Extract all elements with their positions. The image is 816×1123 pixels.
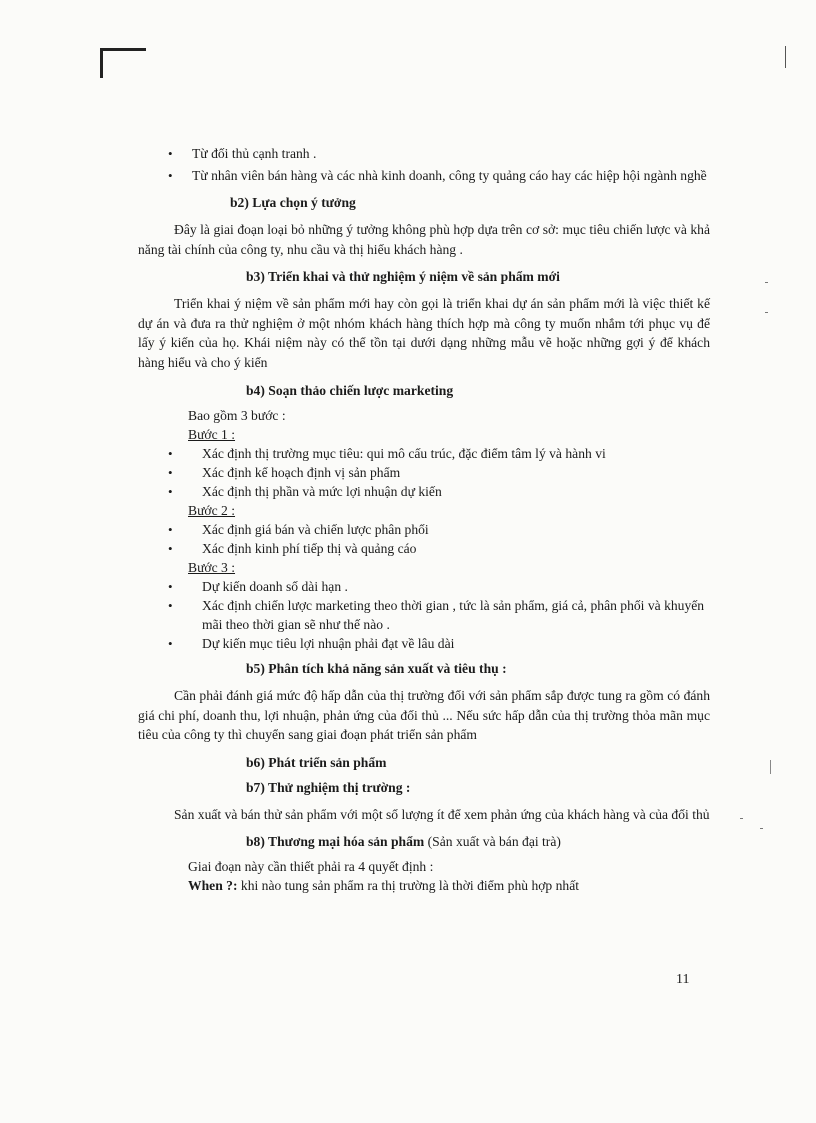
list-item: • Xác định thị phần và mức lợi nhuận dự kiến [150,482,710,501]
decisions-intro: Giai đoạn này cần thiết phải ra 4 quyết định : [188,859,434,874]
section-text-b3: Triển khai ý niệm về sản phẩm mới hay còn gọi là triển khai dự án sản phẩm mới là việc thiết kế dự án và đưa ra thử nghiệm ở một nhóm khách hàng thích hợp mà công ty muốn nhắm tới phục vụ để lấy ý kiến của họ. Khái niệm này có thể tồn tại dưới dạng những mẫu vẽ hoặc những gợi ý để khách hàng hiểu và cho ý kiến [138,296,710,370]
section-heading-note: (Sản xuất và bán đại trà) [427,834,561,849]
scan-speck [765,312,768,313]
scan-corner-mark [100,48,103,78]
section-heading-b5: b5) Phân tích khả năng sản xuất và tiêu thụ : [246,661,507,676]
when-row [150,876,710,895]
step-label: Bước 1 : [188,427,236,442]
scan-corner-mark [100,48,146,51]
list-item: • Xác định thị trường mục tiêu: qui mô cấu trúc, đặc điểm tâm lý và hành vi [150,444,710,463]
scan-edge-mark [785,46,786,68]
section-heading-b6: b6) Phát triển sản phẩm [246,754,387,770]
section-heading-b4: b4) Soạn thảo chiến lược marketing [246,383,454,398]
section-heading-b2: b2) Lựa chọn ý tưởng [230,195,356,210]
list-item: • Từ nhân viên bán hàng và các nhà kinh doanh, công ty quảng cáo hay các hiệp hội ngành nghề [150,166,710,185]
page-content [138,140,710,895]
step-label: Bước 2 : [188,503,236,518]
scan-speck [740,818,743,819]
list-item: • Xác định kinh phí tiếp thị và quảng cáo [150,539,710,558]
scan-edge-mark [770,760,771,774]
when-text: khi nào tung sản phẩm ra thị trường là thời điểm phù hợp nhất [240,878,580,893]
list-item: • Xác định giá bán và chiến lược phân phối [150,520,710,539]
section-text-b5: Cần phải đánh giá mức độ hấp dẫn của thị trường đối với sản phẩm sắp được tung ra gồm có đánh giá chi phí, doanh thu, lợi nhuận, phản ứng của đối thủ ... Nếu sức hấp dẫn của thị trường thỏa mãn mục tiêu của công ty thì chuyển sang giai đoạn phát triển sản phẩm [138,688,710,742]
list-item: • Dự kiến doanh số dài hạn . [150,577,710,596]
list-item: • Xác định kế hoạch định vị sản phẩm [150,463,710,482]
section-text-b7: Sản xuất và bán thử sản phẩm với một số lượng ít để xem phản ứng của khách hàng và của đối thủ [174,806,710,822]
section-heading-b7: b7) Thử nghiệm thị trường : [246,779,411,795]
scan-speck [760,828,763,829]
list-item: • Dự kiến mục tiêu lợi nhuận phải đạt về lâu dài [150,634,710,653]
section-heading-b3: b3) Triển khai và thử nghiệm ý niệm về sản phẩm mới [246,269,560,284]
section-heading-b8: b8) Thương mại hóa sản phẩm [246,834,425,849]
section-heading-b8-row [150,832,710,851]
list-item: • Từ đối thủ cạnh tranh . [150,144,710,163]
list-item: • Xác định chiến lược marketing theo thời gian , tức là sản phẩm, giá cả, phân phối và khuyến mãi theo thời gian sẽ như thế nào . [150,596,710,634]
page-number: 11 [676,972,690,987]
section-text-b2: Đây là giai đoạn loại bỏ những ý tưởng không phù hợp dựa trên cơ sở: mục tiêu chiến lược và khả năng tài chính của công ty, nhu cầu và thị hiếu khách hàng . [138,222,710,257]
when-label: When ?: [188,878,238,893]
steps-intro: Bao gồm 3 bước : [188,408,286,423]
step-label: Bước 3 : [188,560,236,575]
scan-speck [765,282,768,283]
